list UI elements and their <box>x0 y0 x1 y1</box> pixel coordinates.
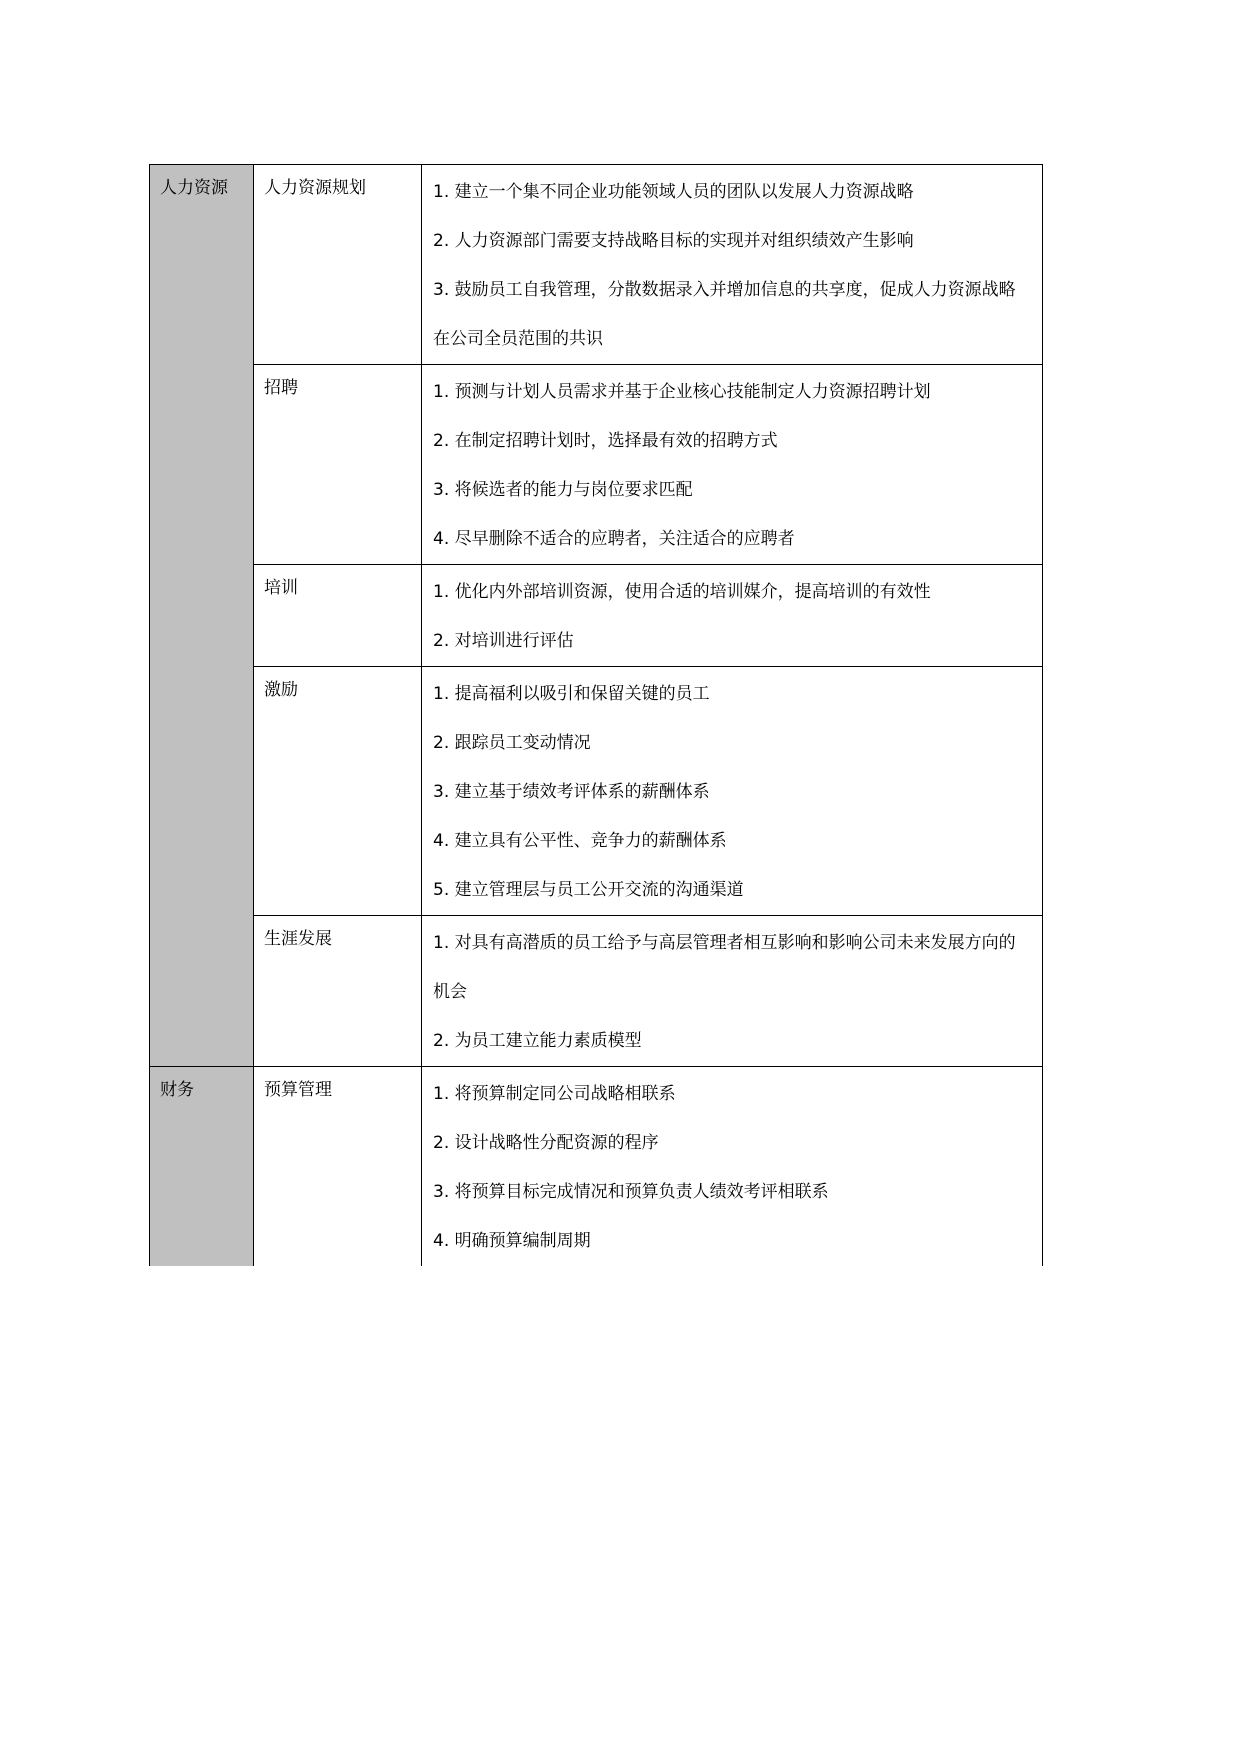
list-item: 4. 建立具有公平性、竞争力的薪酬体系 <box>433 831 727 851</box>
category-label: 财务 <box>160 1080 194 1100</box>
table-row <box>150 1067 1043 1267</box>
subcategory-label: 招聘 <box>264 378 298 398</box>
subcategory-cell <box>254 565 422 667</box>
subcategory-cell <box>254 916 422 1067</box>
subcategory-label: 预算管理 <box>264 1080 332 1100</box>
subcategory-cell <box>254 165 422 365</box>
list-item: 2. 在制定招聘计划时，选择最有效的招聘方式 <box>433 431 778 451</box>
subcategory-cell <box>254 365 422 565</box>
subcategory-label: 生涯发展 <box>264 929 332 949</box>
items-cell <box>422 916 1043 1067</box>
category-cell-finance <box>150 1067 254 1267</box>
items-cell <box>422 365 1043 565</box>
list-item: 2. 人力资源部门需要支持战略目标的实现并对组织绩效产生影响 <box>433 231 914 251</box>
table-row <box>150 565 1043 667</box>
items-cell <box>422 165 1043 365</box>
subcategory-cell <box>254 1067 422 1267</box>
subcategory-cell <box>254 667 422 916</box>
category-cell-hr <box>150 165 254 1067</box>
category-label: 人力资源 <box>160 178 228 198</box>
subcategory-label: 激励 <box>264 680 298 700</box>
list-item: 3. 鼓励员工自我管理，分散数据录入并增加信息的共享度，促成人力资源战略在公司全员范围的共识 <box>433 280 1016 349</box>
table-row <box>150 916 1043 1067</box>
list-item: 2. 为员工建立能力素质模型 <box>433 1031 642 1051</box>
list-item: 1. 预测与计划人员需求并基于企业核心技能制定人力资源招聘计划 <box>433 382 931 402</box>
list-item: 1. 对具有高潜质的员工给予与高层管理者相互影响和影响公司未来发展方向的机会 <box>433 933 1016 1002</box>
subcategory-label: 人力资源规划 <box>264 178 366 198</box>
list-item: 2. 设计战略性分配资源的程序 <box>433 1133 659 1153</box>
list-item: 3. 建立基于绩效考评体系的薪酬体系 <box>433 782 710 802</box>
list-item: 1. 提高福利以吸引和保留关键的员工 <box>433 684 710 704</box>
list-item: 1. 将预算制定同公司战略相联系 <box>433 1084 676 1104</box>
list-item: 4. 尽早删除不适合的应聘者，关注适合的应聘者 <box>433 529 795 549</box>
list-item: 3. 将候选者的能力与岗位要求匹配 <box>433 480 693 500</box>
list-item: 2. 跟踪员工变动情况 <box>433 733 591 753</box>
items-cell <box>422 667 1043 916</box>
table-row <box>150 365 1043 565</box>
list-item: 1. 建立一个集不同企业功能领域人员的团队以发展人力资源战略 <box>433 182 914 202</box>
items-cell <box>422 1067 1043 1267</box>
practice-table-container <box>149 164 1042 1266</box>
list-item: 1. 优化内外部培训资源，使用合适的培训媒介，提高培训的有效性 <box>433 582 931 602</box>
items-cell <box>422 565 1043 667</box>
list-item: 2. 对培训进行评估 <box>433 631 574 651</box>
subcategory-label: 培训 <box>264 578 298 598</box>
table-row <box>150 165 1043 365</box>
practice-table <box>149 164 1043 1266</box>
table-row <box>150 667 1043 916</box>
list-item: 4. 明确预算编制周期 <box>433 1231 591 1251</box>
list-item: 3. 将预算目标完成情况和预算负责人绩效考评相联系 <box>433 1182 829 1202</box>
list-item: 5. 建立管理层与员工公开交流的沟通渠道 <box>433 880 744 900</box>
